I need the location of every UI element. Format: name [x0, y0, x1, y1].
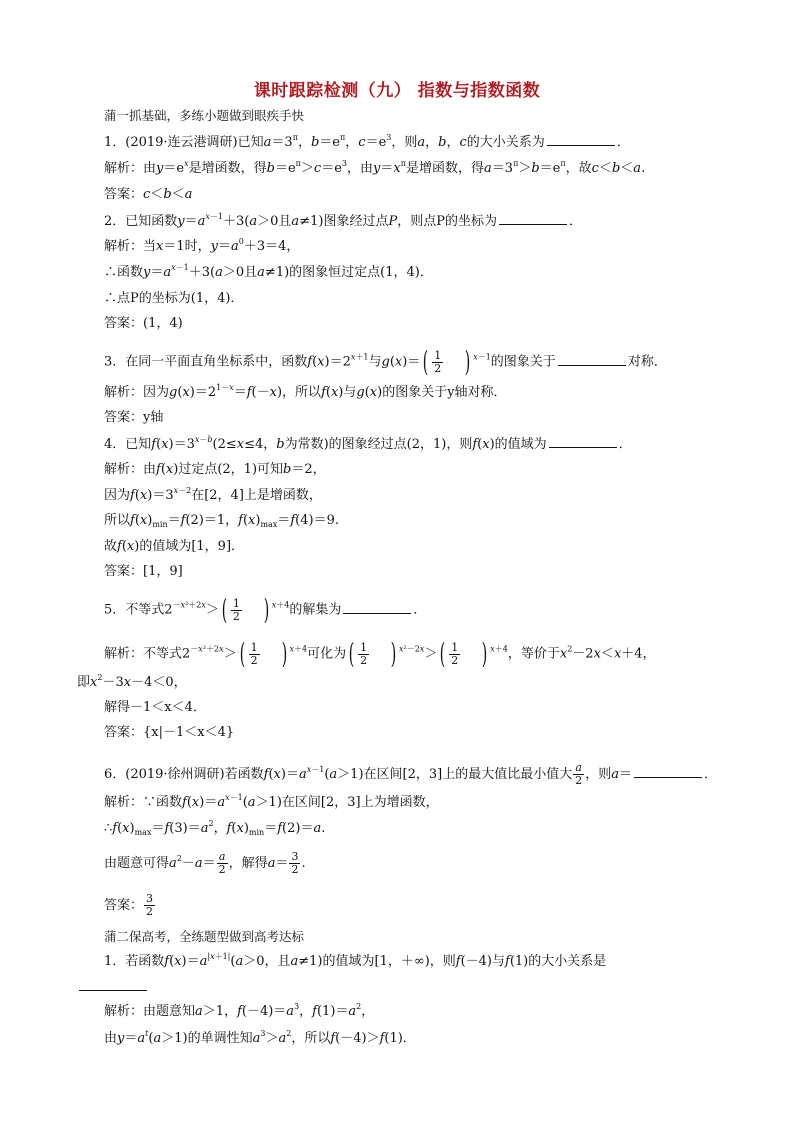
q2-analysis-1: 解析：当x＝1时，$y=a^0+3=4$，	[104, 237, 300, 254]
q4-analysis-3: 所以$f(x)_{min}=f(2)=1$，$f(x)_{max}=f(4)=9$.	[104, 513, 339, 529]
q4-analysis-4: 故f(x)的值域为[1，9]．	[104, 539, 245, 554]
q5-analysis-1: 解析：不等式$2^{-x^2+2x}>$( $\frac{1}{2}$ ) $^{x+4}$可化为( $\frac{1}{2}$ ) $^{x^2-2x}$＞( $\frac{1}{2}$ ) $^{x+4}$，等价于$x^2-2x<x+4$，	[104, 637, 656, 670]
q6-answer-blank	[634, 765, 702, 778]
p1-analysis-2: 由$y=a^t(a>1)$的单调性知$a^3>a^2$，所以f(－4)＞f(1)．	[104, 1029, 416, 1046]
q1-stem: 1．(2019·连云港调研)已知$a=3^\pi$，$b=e^\pi$，$c=e^3$，则a，b，c的大小关系为 ．	[104, 133, 630, 150]
q4-analysis-2: 因为$f(x)=3^{x-2}$在[2，4]上是增函数，	[104, 486, 322, 503]
q5-analysis-3: 解得－1＜x＜4．	[104, 700, 206, 715]
q4-stem: 4．已知$f(x)=3^{x-b}(2\le x\le 4$，b为常数)的图象经过点(2，1)，则f(x)的值域为 ．	[104, 435, 632, 452]
q2-answer: 答案：(1，4)	[104, 316, 183, 331]
p1-answer-blank	[79, 978, 147, 991]
q3-answer-blank	[558, 353, 626, 366]
q4-answer-blank	[549, 435, 617, 448]
q4-answer: 答案：[1，9]	[104, 564, 183, 579]
q2-analysis-2: ∴函数$y=a^{x-1}+3(a>0$且a≠1)的图象恒过定点(1，4)．	[104, 263, 433, 280]
q6-analysis-2: $\therefore f(x)_{max}=f(3)=a^2$，$f(x)_{min}=f(2)=a$.	[104, 819, 326, 837]
q4-analysis-1: 解析：由f(x)过定点(2，1)可知b＝2，	[104, 462, 326, 477]
section-heading-1: 蒲一抓基础，多练小题做到眼疾手快	[104, 108, 305, 123]
q2-answer-blank	[499, 212, 567, 225]
q6-analysis-1: 解析：∵函数$f(x)=a^{x-1}(a>1)$在区间[2，3]上为增函数，	[104, 793, 439, 810]
q2-analysis-3: ∴点P的坐标为(1，4)．	[104, 291, 244, 306]
p1-analysis-1: 解析：由题意知a＞1，$f(-4)=a^3$，$f(1)=a^2$，	[104, 1002, 375, 1019]
p1-stem-blank-line	[77, 978, 149, 997]
q5-answer-blank	[343, 601, 411, 614]
q5-answer: 答案：{x|－1＜x＜4}	[104, 725, 235, 740]
q1-answer-blank	[547, 133, 615, 146]
q5-stem: 5．不等式$2^{-x^2+2x}>$( $\frac{1}{2}$ ) $^{x+4}$的解集为 ．	[104, 593, 427, 626]
q1-answer: 答案：c＜b＜a	[104, 187, 193, 202]
q2-stem: 2．已知函数$y=a^{x-1}+3(a>0$且a≠1)图象经过点P，则点P的坐标为 ．	[104, 212, 582, 229]
q6-stem: 6．(2019·徐州调研)若函数$f(x)=a^{x-1}(a>1)$在区间[2，3]上的最大值比最小值大 $\frac{a}{2}$ ，则a＝ ．	[104, 761, 718, 787]
q3-answer: 答案：y轴	[104, 410, 164, 425]
q3-stem: 3．在同一平面直角坐标系中，函数$f(x)=2^{x+1}$与g(x)＝( $\frac{1}{2}$ ) $^{x-1}$的图象关于 对称．	[104, 345, 667, 378]
section-heading-2: 蒲二保高考，全练题型做到高考达标	[104, 929, 305, 944]
q5-analysis-2: 即$x^2-3x-4<0$，	[77, 673, 187, 690]
q1-analysis: 解析：由$y=e^x$是增函数，得$b=e^\pi>c=e^3$，由$y=x^\pi$是增函数，得$a=3^\pi>b=e^\pi$，故c＜b＜a.	[104, 159, 646, 176]
q6-analysis-3: 由题意可得$a^2-a=$ $\frac{a}{2}$ ，解得a＝ $\frac{3}{2}$ .	[104, 850, 306, 876]
q6-answer: 答案： $\frac{3}{2}$	[104, 892, 154, 918]
page-title: 课时跟踪检测（九） 指数与指数函数	[253, 81, 541, 101]
p1-stem: 1．若函数$f(x)=a^{|x+1|}(a>0$，且a≠1)的值域为[1，＋∞)，则f(－4)与f(1)的大小关系是	[104, 952, 607, 969]
q3-analysis: 解析：因为$g(x)=2^{1-x}=f(-x)$，所以f(x)与g(x)的图象关于y轴对称．	[104, 383, 507, 400]
